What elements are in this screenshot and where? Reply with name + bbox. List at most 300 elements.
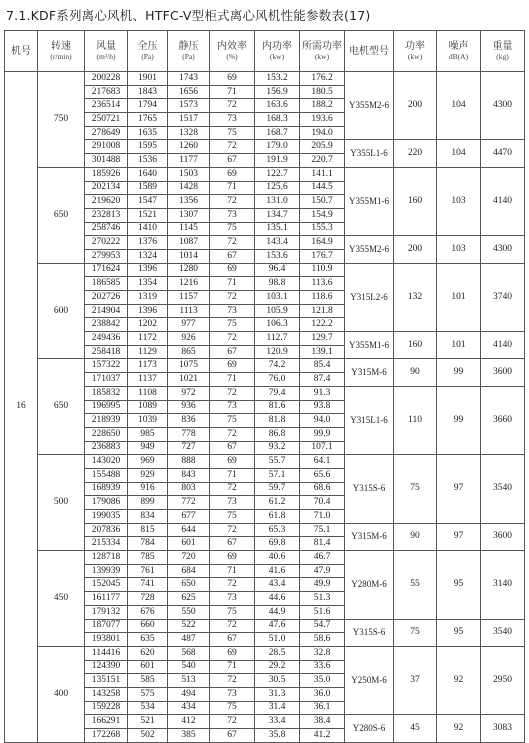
airflow-cell: 159228 xyxy=(85,701,128,715)
speed-cell: 500 xyxy=(38,455,85,551)
total-pressure-cell: 1901 xyxy=(128,72,168,86)
static-pressure-cell: 926 xyxy=(168,332,210,346)
static-pressure-cell: 1280 xyxy=(168,263,210,277)
efficiency-cell: 72 xyxy=(210,140,255,154)
motor-model-cell: Y280M-6 xyxy=(345,551,394,619)
table-row xyxy=(5,263,525,277)
motor-power-cell: 75 xyxy=(394,619,437,646)
airflow-cell: 200228 xyxy=(85,72,128,86)
total-pressure-cell: 1640 xyxy=(128,167,168,181)
internal-power-cell: 33.4 xyxy=(255,715,300,729)
header-label: 内功率 xyxy=(262,41,292,52)
header-internal-power xyxy=(255,31,300,72)
static-pressure-cell: 778 xyxy=(168,427,210,441)
header-label: 全压 xyxy=(137,41,158,52)
static-pressure-cell: 1177 xyxy=(168,154,210,168)
total-pressure-cell: 899 xyxy=(128,496,168,510)
motor-model-cell: Y315S-6 xyxy=(345,455,394,523)
internal-power-cell: 143.4 xyxy=(255,236,300,250)
header-label: 电机型号 xyxy=(349,45,389,57)
motor-power-cell: 220 xyxy=(394,140,437,167)
internal-power-cell: 105.9 xyxy=(255,304,300,318)
internal-power-cell: 135.1 xyxy=(255,222,300,236)
motor-power-cell: 55 xyxy=(394,551,437,619)
efficiency-cell: 69 xyxy=(210,263,255,277)
internal-power-cell: 41.6 xyxy=(255,564,300,578)
static-pressure-cell: 650 xyxy=(168,578,210,592)
internal-power-cell: 134.7 xyxy=(255,208,300,222)
static-pressure-cell: 1743 xyxy=(168,72,210,86)
table-row xyxy=(5,359,525,373)
noise-cell: 101 xyxy=(437,332,481,359)
motor-power-cell: 200 xyxy=(394,72,437,140)
airflow-cell: 185832 xyxy=(85,386,128,400)
airflow-cell: 217683 xyxy=(85,85,128,99)
efficiency-cell: 75 xyxy=(210,605,255,619)
required-power-cell: 85.4 xyxy=(300,359,345,373)
airflow-cell: 258418 xyxy=(85,345,128,359)
static-pressure-cell: 836 xyxy=(168,414,210,428)
efficiency-cell: 69 xyxy=(210,551,255,565)
efficiency-cell: 75 xyxy=(210,414,255,428)
header-label: 风量 xyxy=(96,41,116,52)
internal-power-cell: 153.6 xyxy=(255,249,300,263)
noise-cell: 103 xyxy=(437,167,481,235)
total-pressure-cell: 521 xyxy=(128,715,168,729)
required-power-cell: 36.1 xyxy=(300,701,345,715)
required-power-cell: 58.6 xyxy=(300,633,345,647)
total-pressure-cell: 1396 xyxy=(128,304,168,318)
required-power-cell: 51.6 xyxy=(300,605,345,619)
motor-model-cell: Y355L1-6 xyxy=(345,140,394,167)
static-pressure-cell: 843 xyxy=(168,468,210,482)
motor-model-cell: Y355M1-6 xyxy=(345,167,394,235)
motor-model-cell: Y315L2-6 xyxy=(345,263,394,331)
required-power-cell: 164.9 xyxy=(300,236,345,250)
static-pressure-cell: 1087 xyxy=(168,236,210,250)
noise-cell: 104 xyxy=(437,140,481,167)
required-power-cell: 71.0 xyxy=(300,510,345,524)
airflow-cell: 228650 xyxy=(85,427,128,441)
internal-power-cell: 74.2 xyxy=(255,359,300,373)
page-title: 7.1.KDF系列离心风机、HTFC-V型柜式离心风机性能参数表(17) xyxy=(6,8,371,23)
required-power-cell: 91.3 xyxy=(300,386,345,400)
weight-cell: 3660 xyxy=(481,386,525,454)
required-power-cell: 75.1 xyxy=(300,523,345,537)
total-pressure-cell: 1396 xyxy=(128,263,168,277)
static-pressure-cell: 487 xyxy=(168,633,210,647)
static-pressure-cell: 677 xyxy=(168,510,210,524)
motor-power-cell: 90 xyxy=(394,523,437,550)
required-power-cell: 121.8 xyxy=(300,304,345,318)
internal-power-cell: 69.8 xyxy=(255,537,300,551)
total-pressure-cell: 1536 xyxy=(128,154,168,168)
required-power-cell: 87.4 xyxy=(300,373,345,387)
header-row xyxy=(5,31,525,72)
total-pressure-cell: 676 xyxy=(128,605,168,619)
airflow-cell: 143258 xyxy=(85,687,128,701)
speed-cell: 450 xyxy=(38,551,85,647)
efficiency-cell: 73 xyxy=(210,400,255,414)
motor-power-cell: 90 xyxy=(394,359,437,386)
total-pressure-cell: 1319 xyxy=(128,291,168,305)
header-unit: (%) xyxy=(226,52,238,61)
total-pressure-cell: 969 xyxy=(128,455,168,469)
weight-cell: 3540 xyxy=(481,619,525,646)
airflow-cell: 186585 xyxy=(85,277,128,291)
header-unit: (r/min) xyxy=(50,52,72,61)
efficiency-cell: 75 xyxy=(210,701,255,715)
internal-power-cell: 93.2 xyxy=(255,441,300,455)
airflow-cell: 278649 xyxy=(85,126,128,140)
efficiency-cell: 73 xyxy=(210,687,255,701)
efficiency-cell: 72 xyxy=(210,427,255,441)
required-power-cell: 113.6 xyxy=(300,277,345,291)
total-pressure-cell: 784 xyxy=(128,537,168,551)
header-label: 转速 xyxy=(51,41,71,52)
header-unit: (kw) xyxy=(314,52,330,61)
airflow-cell: 215334 xyxy=(85,537,128,551)
required-power-cell: 70.4 xyxy=(300,496,345,510)
efficiency-cell: 75 xyxy=(210,222,255,236)
efficiency-cell: 67 xyxy=(210,154,255,168)
efficiency-cell: 72 xyxy=(210,482,255,496)
internal-power-cell: 125.6 xyxy=(255,181,300,195)
required-power-cell: 154.9 xyxy=(300,208,345,222)
efficiency-cell: 67 xyxy=(210,441,255,455)
required-power-cell: 68.6 xyxy=(300,482,345,496)
required-power-cell: 65.6 xyxy=(300,468,345,482)
efficiency-cell: 73 xyxy=(210,208,255,222)
efficiency-cell: 72 xyxy=(210,291,255,305)
total-pressure-cell: 985 xyxy=(128,427,168,441)
airflow-cell: 157322 xyxy=(85,359,128,373)
required-power-cell: 46.7 xyxy=(300,551,345,565)
static-pressure-cell: 865 xyxy=(168,345,210,359)
table-body xyxy=(5,72,525,743)
noise-cell: 99 xyxy=(437,359,481,386)
airflow-cell: 301488 xyxy=(85,154,128,168)
static-pressure-cell: 727 xyxy=(168,441,210,455)
internal-power-cell: 103.1 xyxy=(255,291,300,305)
internal-power-cell: 44.6 xyxy=(255,592,300,606)
motor-model-cell: Y355M2-6 xyxy=(345,72,394,140)
static-pressure-cell: 1075 xyxy=(168,359,210,373)
efficiency-cell: 73 xyxy=(210,496,255,510)
total-pressure-cell: 916 xyxy=(128,482,168,496)
required-power-cell: 41.2 xyxy=(300,729,345,743)
header-total-pressure xyxy=(128,31,168,72)
table-row xyxy=(5,167,525,181)
internal-power-cell: 65.3 xyxy=(255,523,300,537)
internal-power-cell: 31.3 xyxy=(255,687,300,701)
static-pressure-cell: 803 xyxy=(168,482,210,496)
internal-power-cell: 76.0 xyxy=(255,373,300,387)
total-pressure-cell: 1547 xyxy=(128,195,168,209)
header-required-power xyxy=(300,31,345,72)
required-power-cell: 205.9 xyxy=(300,140,345,154)
internal-power-cell: 120.9 xyxy=(255,345,300,359)
efficiency-cell: 67 xyxy=(210,537,255,551)
total-pressure-cell: 1410 xyxy=(128,222,168,236)
motor-power-cell: 110 xyxy=(394,386,437,454)
total-pressure-cell: 929 xyxy=(128,468,168,482)
header-label: 噪声 xyxy=(448,41,469,52)
speed-cell: 650 xyxy=(38,359,85,455)
static-pressure-cell: 1157 xyxy=(168,291,210,305)
total-pressure-cell: 815 xyxy=(128,523,168,537)
efficiency-cell: 75 xyxy=(210,510,255,524)
efficiency-cell: 71 xyxy=(210,468,255,482)
required-power-cell: 107.1 xyxy=(300,441,345,455)
total-pressure-cell: 1521 xyxy=(128,208,168,222)
required-power-cell: 54.7 xyxy=(300,619,345,633)
required-power-cell: 193.6 xyxy=(300,113,345,127)
required-power-cell: 139.1 xyxy=(300,345,345,359)
header-label: 内效率 xyxy=(217,41,247,52)
motor-power-cell: 132 xyxy=(394,263,437,331)
airflow-cell: 218939 xyxy=(85,414,128,428)
static-pressure-cell: 1428 xyxy=(168,181,210,195)
airflow-cell: 196995 xyxy=(85,400,128,414)
header-static-pressure xyxy=(168,31,210,72)
internal-power-cell: 81.8 xyxy=(255,414,300,428)
total-pressure-cell: 660 xyxy=(128,619,168,633)
weight-cell: 3740 xyxy=(481,263,525,331)
required-power-cell: 220.7 xyxy=(300,154,345,168)
efficiency-cell: 67 xyxy=(210,729,255,743)
required-power-cell: 33.6 xyxy=(300,660,345,674)
header-unit: (Pa) xyxy=(182,52,195,61)
internal-power-cell: 168.3 xyxy=(255,113,300,127)
efficiency-cell: 72 xyxy=(210,578,255,592)
efficiency-cell: 69 xyxy=(210,359,255,373)
static-pressure-cell: 601 xyxy=(168,537,210,551)
required-power-cell: 81.4 xyxy=(300,537,345,551)
weight-cell: 3600 xyxy=(481,523,525,550)
internal-power-cell: 112.7 xyxy=(255,332,300,346)
internal-power-cell: 51.0 xyxy=(255,633,300,647)
header-unit: (kw) xyxy=(269,52,285,61)
noise-cell: 95 xyxy=(437,551,481,619)
efficiency-cell: 71 xyxy=(210,277,255,291)
static-pressure-cell: 972 xyxy=(168,386,210,400)
airflow-cell: 114416 xyxy=(85,646,128,660)
total-pressure-cell: 1635 xyxy=(128,126,168,140)
noise-cell: 97 xyxy=(437,523,481,550)
total-pressure-cell: 1324 xyxy=(128,249,168,263)
required-power-cell: 36.0 xyxy=(300,687,345,701)
static-pressure-cell: 1021 xyxy=(168,373,210,387)
efficiency-cell: 72 xyxy=(210,195,255,209)
header-label: 机号 xyxy=(11,45,31,57)
static-pressure-cell: 1503 xyxy=(168,167,210,181)
internal-power-cell: 81.6 xyxy=(255,400,300,414)
internal-power-cell: 191.9 xyxy=(255,154,300,168)
airflow-cell: 171037 xyxy=(85,373,128,387)
required-power-cell: 93.8 xyxy=(300,400,345,414)
required-power-cell: 64.1 xyxy=(300,455,345,469)
required-power-cell: 118.6 xyxy=(300,291,345,305)
airflow-cell: 270222 xyxy=(85,236,128,250)
efficiency-cell: 72 xyxy=(210,386,255,400)
motor-model-cell: Y315M-6 xyxy=(345,523,394,550)
total-pressure-cell: 601 xyxy=(128,660,168,674)
static-pressure-cell: 1216 xyxy=(168,277,210,291)
efficiency-cell: 67 xyxy=(210,345,255,359)
internal-power-cell: 106.3 xyxy=(255,318,300,332)
internal-power-cell: 59.7 xyxy=(255,482,300,496)
header-label: 所需功率 xyxy=(302,41,342,52)
total-pressure-cell: 1129 xyxy=(128,345,168,359)
header-label: 重量 xyxy=(492,41,513,52)
internal-power-cell: 44.9 xyxy=(255,605,300,619)
airflow-cell: 219620 xyxy=(85,195,128,209)
total-pressure-cell: 1089 xyxy=(128,400,168,414)
internal-power-cell: 163.6 xyxy=(255,99,300,113)
required-power-cell: 94.0 xyxy=(300,414,345,428)
total-pressure-cell: 635 xyxy=(128,633,168,647)
weight-cell: 3540 xyxy=(481,455,525,523)
required-power-cell: 129.7 xyxy=(300,332,345,346)
static-pressure-cell: 684 xyxy=(168,564,210,578)
efficiency-cell: 69 xyxy=(210,455,255,469)
total-pressure-cell: 620 xyxy=(128,646,168,660)
internal-power-cell: 96.4 xyxy=(255,263,300,277)
required-power-cell: 51.3 xyxy=(300,592,345,606)
table-row xyxy=(5,455,525,469)
static-pressure-cell: 1260 xyxy=(168,140,210,154)
internal-power-cell: 131.0 xyxy=(255,195,300,209)
static-pressure-cell: 1113 xyxy=(168,304,210,318)
airflow-cell: 202726 xyxy=(85,291,128,305)
static-pressure-cell: 513 xyxy=(168,674,210,688)
efficiency-cell: 71 xyxy=(210,181,255,195)
weight-cell: 4300 xyxy=(481,72,525,140)
airflow-cell: 258746 xyxy=(85,222,128,236)
speed-cell: 600 xyxy=(38,263,85,359)
total-pressure-cell: 949 xyxy=(128,441,168,455)
static-pressure-cell: 1014 xyxy=(168,249,210,263)
required-power-cell: 99.9 xyxy=(300,427,345,441)
efficiency-cell: 72 xyxy=(210,619,255,633)
noise-cell: 104 xyxy=(437,72,481,140)
total-pressure-cell: 1595 xyxy=(128,140,168,154)
total-pressure-cell: 1173 xyxy=(128,359,168,373)
total-pressure-cell: 1354 xyxy=(128,277,168,291)
weight-cell: 4140 xyxy=(481,332,525,359)
total-pressure-cell: 1376 xyxy=(128,236,168,250)
header-unit: (kg) xyxy=(496,52,509,61)
static-pressure-cell: 644 xyxy=(168,523,210,537)
airflow-cell: 236514 xyxy=(85,99,128,113)
static-pressure-cell: 888 xyxy=(168,455,210,469)
static-pressure-cell: 522 xyxy=(168,619,210,633)
required-power-cell: 49.9 xyxy=(300,578,345,592)
airflow-cell: 135151 xyxy=(85,674,128,688)
required-power-cell: 110.9 xyxy=(300,263,345,277)
airflow-cell: 207836 xyxy=(85,523,128,537)
table-row xyxy=(5,72,525,86)
efficiency-cell: 69 xyxy=(210,167,255,181)
header-weight xyxy=(481,31,525,72)
internal-power-cell: 98.8 xyxy=(255,277,300,291)
motor-model-cell: Y355M1-6 xyxy=(345,332,394,359)
static-pressure-cell: 434 xyxy=(168,701,210,715)
weight-cell: 3083 xyxy=(481,715,525,742)
internal-power-cell: 86.8 xyxy=(255,427,300,441)
internal-power-cell: 31.4 xyxy=(255,701,300,715)
efficiency-cell: 73 xyxy=(210,304,255,318)
internal-power-cell: 57.1 xyxy=(255,468,300,482)
noise-cell: 92 xyxy=(437,715,481,742)
airflow-cell: 249436 xyxy=(85,332,128,346)
airflow-cell: 166291 xyxy=(85,715,128,729)
static-pressure-cell: 936 xyxy=(168,400,210,414)
total-pressure-cell: 1137 xyxy=(128,373,168,387)
required-power-cell: 35.0 xyxy=(300,674,345,688)
internal-power-cell: 43.4 xyxy=(255,578,300,592)
efficiency-cell: 73 xyxy=(210,113,255,127)
header-label: 静压 xyxy=(178,41,199,52)
total-pressure-cell: 1843 xyxy=(128,85,168,99)
airflow-cell: 185926 xyxy=(85,167,128,181)
noise-cell: 101 xyxy=(437,263,481,331)
required-power-cell: 155.3 xyxy=(300,222,345,236)
header-unit: (m³/h) xyxy=(96,52,116,61)
total-pressure-cell: 1765 xyxy=(128,113,168,127)
weight-cell: 4140 xyxy=(481,167,525,235)
motor-power-cell: 160 xyxy=(394,167,437,235)
total-pressure-cell: 585 xyxy=(128,674,168,688)
airflow-cell: 179086 xyxy=(85,496,128,510)
total-pressure-cell: 575 xyxy=(128,687,168,701)
header-label: 功率 xyxy=(405,41,425,52)
required-power-cell: 32.8 xyxy=(300,646,345,660)
static-pressure-cell: 1517 xyxy=(168,113,210,127)
airflow-cell: 171624 xyxy=(85,263,128,277)
motor-model-cell: Y280S-6 xyxy=(345,715,394,742)
required-power-cell: 38.4 xyxy=(300,715,345,729)
efficiency-cell: 71 xyxy=(210,373,255,387)
motor-model-cell: Y315L1-6 xyxy=(345,386,394,454)
internal-power-cell: 61.8 xyxy=(255,510,300,524)
internal-power-cell: 47.6 xyxy=(255,619,300,633)
airflow-cell: 236883 xyxy=(85,441,128,455)
efficiency-cell: 72 xyxy=(210,332,255,346)
motor-power-cell: 75 xyxy=(394,455,437,523)
static-pressure-cell: 772 xyxy=(168,496,210,510)
internal-power-cell: 179.0 xyxy=(255,140,300,154)
header-machine-no xyxy=(5,31,38,72)
static-pressure-cell: 1328 xyxy=(168,126,210,140)
efficiency-cell: 75 xyxy=(210,126,255,140)
internal-power-cell: 156.9 xyxy=(255,85,300,99)
efficiency-cell: 69 xyxy=(210,646,255,660)
header-unit: (kw) xyxy=(407,52,423,61)
weight-cell: 3600 xyxy=(481,359,525,386)
table-row xyxy=(5,646,525,660)
header-airflow xyxy=(85,31,128,72)
total-pressure-cell: 502 xyxy=(128,729,168,743)
motor-model-cell: Y250M-6 xyxy=(345,646,394,714)
required-power-cell: 194.0 xyxy=(300,126,345,140)
noise-cell: 103 xyxy=(437,236,481,263)
header-unit: (Pa) xyxy=(141,52,154,61)
motor-model-cell: Y315M-6 xyxy=(345,359,394,386)
table-header xyxy=(5,31,525,72)
static-pressure-cell: 625 xyxy=(168,592,210,606)
